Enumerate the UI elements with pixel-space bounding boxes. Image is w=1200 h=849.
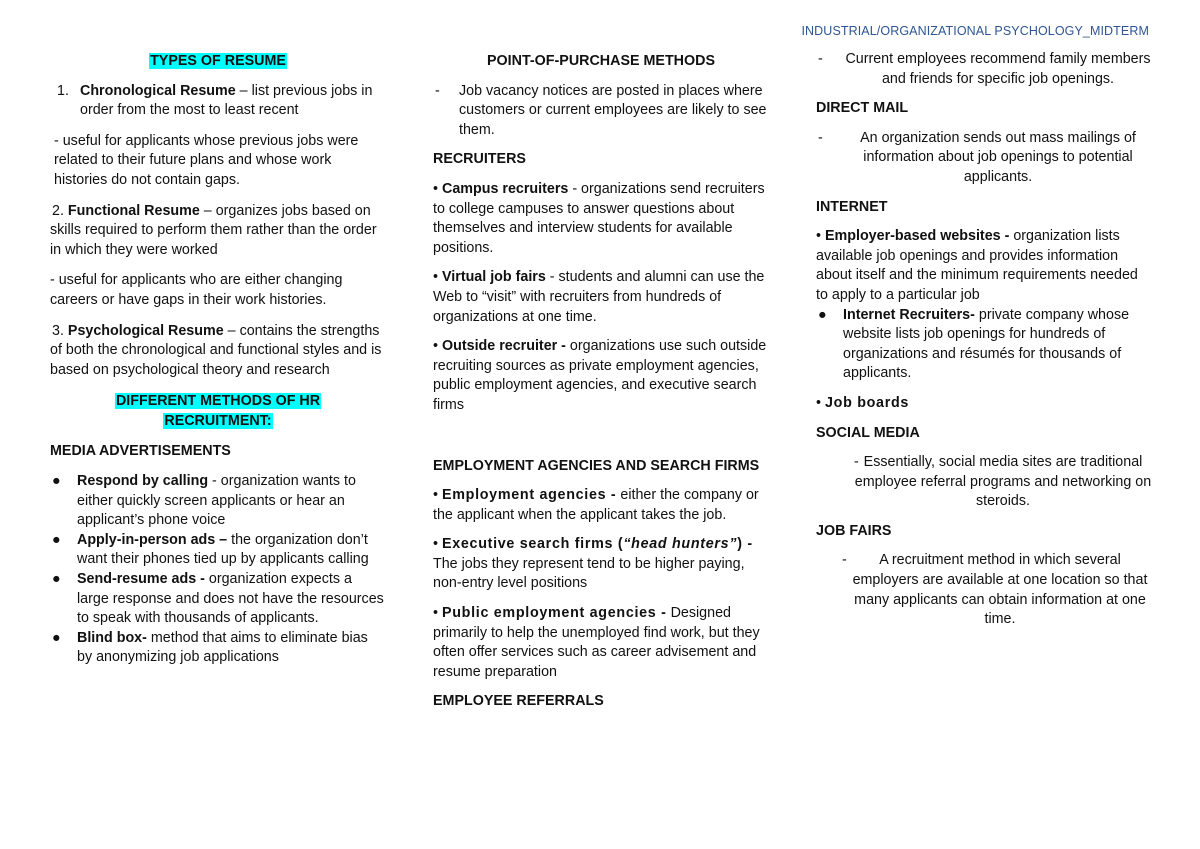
column-3	[816, 50, 1152, 630]
dash-marker: -	[842, 552, 847, 569]
point-of-purchase-heading: POINT-OF-PURCHASE METHODS	[487, 53, 715, 69]
dash-marker: -	[818, 129, 823, 146]
bullet-icon: ●	[52, 629, 61, 646]
point-of-purchase-item: - Job vacancy notices are posted in places where customers or current employees are likely to see them.	[433, 82, 769, 141]
column-2	[433, 50, 769, 712]
dash-marker: -	[435, 82, 440, 99]
list-item: ● Blind box- method that aims to eliminate bias by anonymizing job applications	[50, 629, 386, 668]
chronological-resume-use: - useful for applicants whose previous jobs were related to their future plans and whose work histories do not contain gaps.	[54, 132, 359, 188]
list-item: ● Internet Recruiters- private company whose website lists job openings for hundreds of organizations and résumés for thousands of applicants.	[816, 306, 1152, 384]
employee-referrals-heading: EMPLOYEE REFERRALS	[433, 693, 604, 710]
virtual-job-fairs-item: • Virtual job fairs - students and alumni can use the Web to “visit” with recruiters from hundreds of organizations at one time.	[433, 269, 765, 325]
job-fairs-heading: JOB FAIRS	[816, 522, 892, 539]
public-employment-agencies-item: • Public employment agencies - Designed primarily to help the unemployed find work, but they often offer services such as career advisement and resume preparation	[433, 605, 760, 680]
media-ads-heading: MEDIA ADVERTISEMENTS	[50, 442, 231, 459]
employment-agencies-item: • Employment agencies - either the company or the applicant when the applicant takes the job.	[433, 487, 759, 523]
campus-recruiters-item: • Campus recruiters - organizations send recruiters to college campuses to answer questions about themselves and interview students for available positions.	[433, 180, 765, 256]
chronological-resume-item: 1. Chronological Resume – list previous jobs in order from the most to least recent	[57, 82, 373, 119]
bullet-icon: ●	[52, 571, 61, 588]
list-item: ● Send-resume ads - organization expects a large response and does not have the resources to speak with thousands of applicants.	[50, 570, 386, 629]
recruiters-heading: RECRUITERS	[433, 151, 526, 168]
column-1	[50, 50, 386, 668]
psychological-resume-item: 3. Psychological Resume – contains the strengths of both the chronological and functional styles and is based on psychological theory and research	[50, 322, 382, 378]
bullet-icon: ●	[52, 473, 61, 490]
types-of-resume-heading: TYPES OF RESUME	[150, 53, 286, 69]
direct-mail-heading: DIRECT MAIL	[816, 100, 909, 117]
functional-resume-item: 2. Functional Resume – organizes jobs based on skills required to perform them rather than the order in which they were worked	[50, 202, 377, 258]
internet-heading: INTERNET	[816, 198, 888, 215]
dash-marker: -	[818, 51, 823, 67]
executive-search-firms-item: • Executive search firms (“head hunters”) - The jobs they represent tend to be higher paying, non-entry level positions	[433, 536, 753, 592]
page-header-title: INDUSTRIAL/ORGANIZATIONAL PSYCHOLOGY_MIDTERM	[801, 24, 1149, 38]
dash-marker: -	[854, 454, 859, 471]
employee-referral-item: - Current employees recommend family members and friends for specific job openings.	[816, 50, 1152, 89]
methods-heading: DIFFERENT METHODS OF HR RECRUITMENT:	[115, 393, 321, 429]
bullet-icon: ●	[52, 531, 61, 548]
direct-mail-item: - An organization sends out mass mailings of information about job openings to potential applicants.	[816, 129, 1152, 188]
employer-websites-item: • Employer-based websites - organization lists available job openings and provides information about itself and the minimum requirements needed to apply to a particular job	[816, 228, 1138, 303]
job-fairs-item: - A recruitment method in which several employers are available at one location so that many applicants can obtain information at one time.	[816, 551, 1152, 629]
list-item: ● Respond by calling - organization wants to either quickly screen applicants or hear an applicant’s phone voice	[50, 472, 386, 531]
media-ads-list	[50, 472, 386, 668]
job-boards-item: • Job boards	[816, 394, 910, 411]
outside-recruiter-item: • Outside recruiter - organizations use such outside recruiting sources as private employment agencies, public employment agencies, and executive search firms	[433, 338, 767, 413]
social-media-heading: SOCIAL MEDIA	[816, 424, 920, 441]
internet-recruiters-list	[816, 306, 1152, 384]
employment-agencies-heading: EMPLOYMENT AGENCIES AND SEARCH FIRMS	[433, 457, 760, 474]
list-item: ● Apply-in-person ads – the organization don’t want their phones tied up by applicants calling	[50, 531, 386, 570]
bullet-icon: ●	[818, 306, 827, 323]
functional-resume-use: - useful for applicants who are either changing careers or have gaps in their work histories.	[50, 272, 343, 308]
social-media-item: - Essentially, social media sites are traditional employee referral programs and networking on steroids.	[816, 453, 1152, 512]
